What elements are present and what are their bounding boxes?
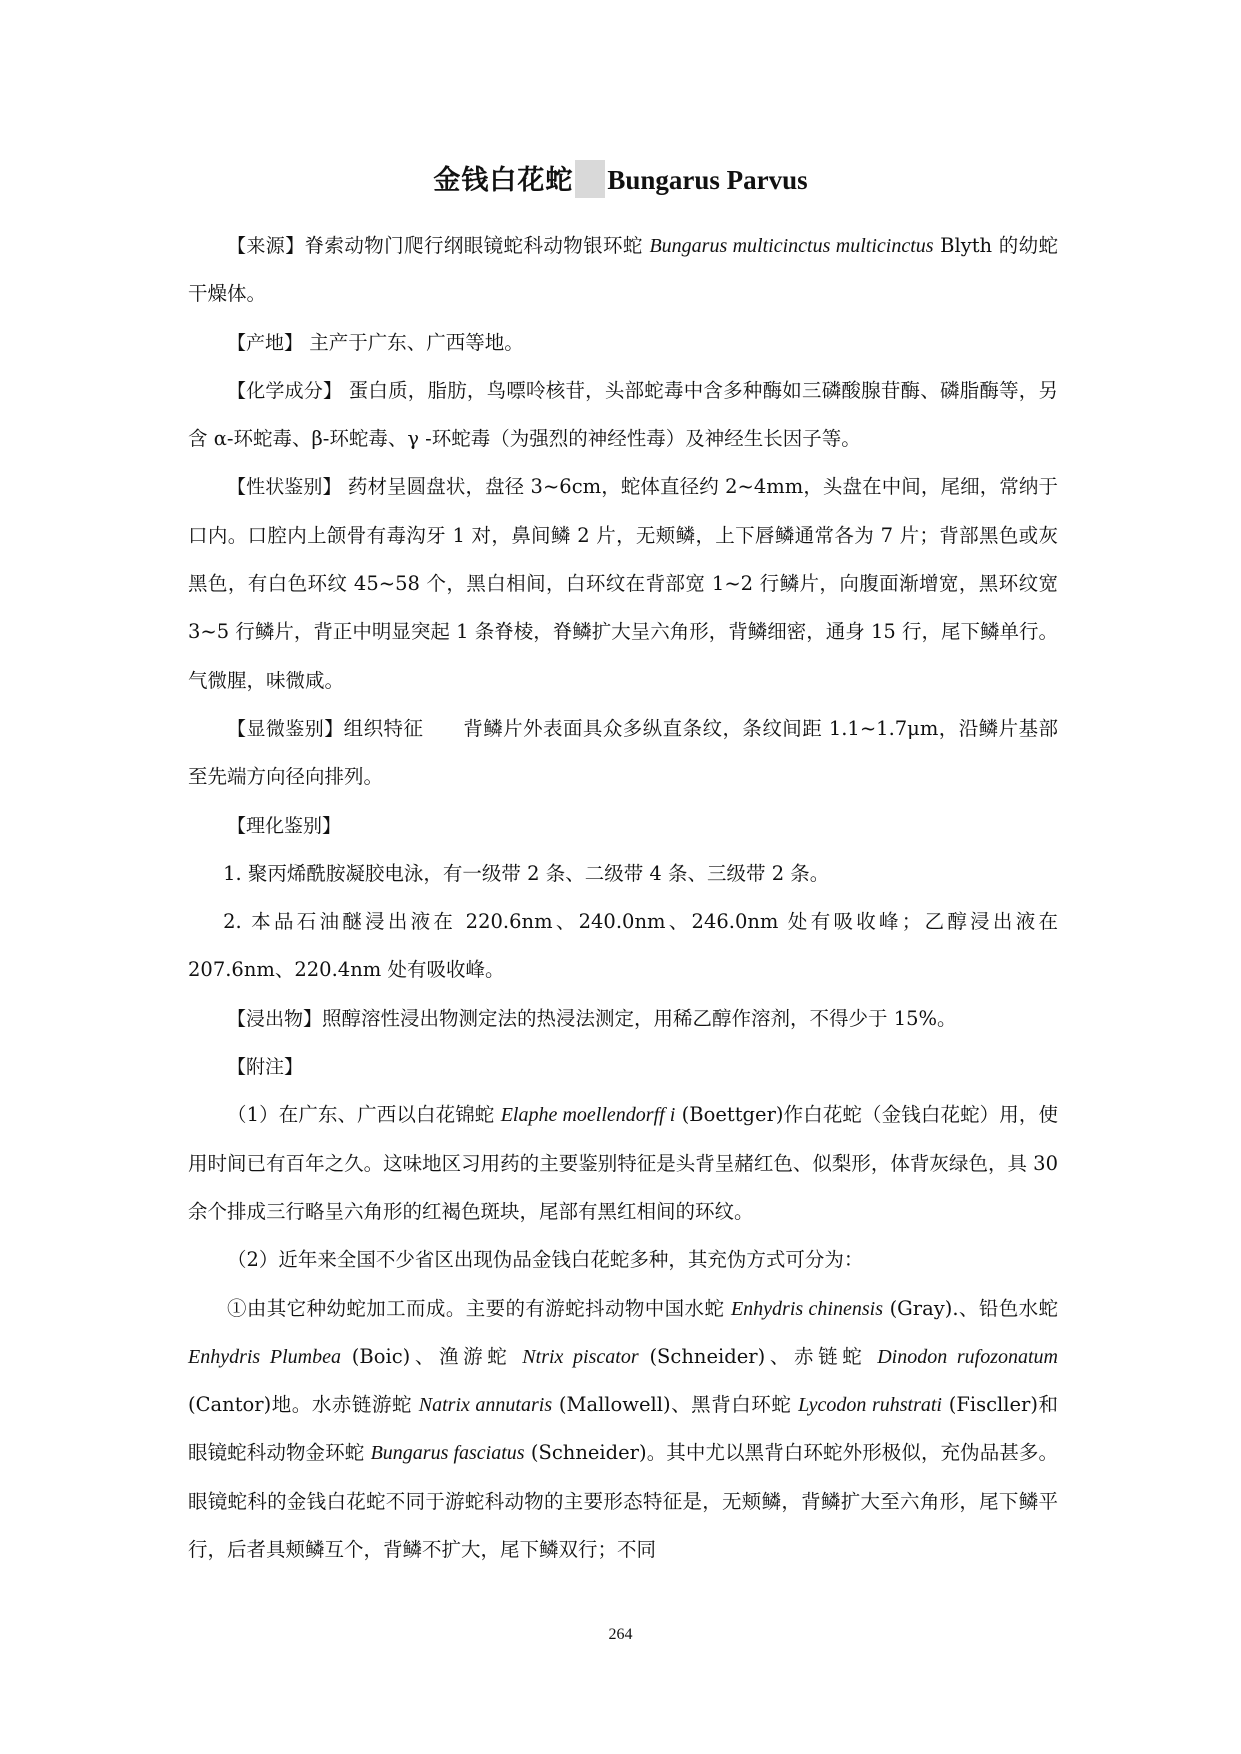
latin-name: Lycodon ruhstrati bbox=[798, 1394, 942, 1417]
title-latin: Bungarus Parvus bbox=[607, 165, 808, 195]
paragraph-source: 【来源】脊索动物门爬行纲眼镜蛇科动物银环蛇 Bungarus multicinctus multicinctus Blyth 的幼蛇干燥体。 bbox=[188, 234, 1059, 306]
list-item-physchem-2: 2. 本品石油醚浸出液在 220.6nm、240.0nm、246.0nm 处有吸收峰；乙醇浸出液在 207.6nm、220.4nm 处有吸收峰。 bbox=[188, 910, 1058, 982]
paragraph-notes-head bbox=[188, 1043, 1058, 1091]
paragraph-traits: 【性状鉴别】 药材呈圆盘状，盘径 3~6cm，蛇体直径约 2~4mm，头盘在中间，尾细，常纳于口内。口腔内上颌骨有毒沟牙 1 对，鼻间鳞 2 片，无颊鳞，上下唇鳞通常各为 7 片；背部黑色或灰黑色，有白色环纹 45~58 个，黑白相间，白环纹在背部宽 1~2 行鳞片，向腹面渐增宽，黑环纹宽 3~5 行鳞片，背正中明显突起 1 条脊棱，脊鳞扩大呈六角形，背鳞细密，通身 15 行，尾下鳞单行。气微腥，味微咸。 bbox=[188, 475, 1058, 692]
paragraph-note-1: （1）在广东、广西以白花锦蛇 Elaphe moellendorff i (Boettger)作白花蛇（金钱白花蛇）用，使用时间已有百年之久。这味地区习用药的主要鉴别特征是头背呈赭红色、似梨形，体背灰绿色，具 30 余个排成三行略呈六角形的红褐色斑块，尾部有黑红相间的环纹。 bbox=[188, 1103, 1059, 1223]
latin-name: Enhydris chinensis bbox=[730, 1297, 883, 1320]
paragraph-microscopy: 【显微鉴别】组织特征 背鳞片外表面具众多纵直条纹，条纹间距 1.1~1.7μm，沿鳞片基部至先端方向径向排列。 bbox=[188, 716, 1058, 789]
title-chinese: 金钱白花蛇 bbox=[433, 165, 574, 196]
paragraph-origin: 【产地】 主产于广东、广西等地。 bbox=[227, 330, 524, 354]
paragraph-extract: 【浸出物】照醇溶性浸出物测定法的热浸法测定，用稀乙醇作溶剂，不得少于 15%。 bbox=[227, 1006, 957, 1030]
latin-name: Enhydris Plumbea bbox=[188, 1345, 341, 1368]
section-head-origin: 【产地】 bbox=[227, 331, 304, 354]
section-head-source: 【来源】 bbox=[227, 235, 305, 257]
list-item-physchem-1: 1. 聚丙烯酰胺凝胶电泳，有一级带 2 条、二级带 4 条、三级带 2 条。 bbox=[223, 861, 830, 885]
page-title bbox=[0, 160, 1241, 201]
latin-name: Bungarus fasciatus bbox=[370, 1442, 525, 1465]
paragraph-note-2: （2）近年来全国不少省区出现伪品金钱白花蛇多种，其充伪方式可分为： bbox=[227, 1248, 864, 1272]
section-head-extract: 【浸出物】 bbox=[227, 1007, 323, 1030]
paragraph-chemistry: 【化学成分】 蛋白质，脂肪，鸟嘌呤核苷，头部蛇毒中含多种酶如三磷酸腺苷酶、磷脂酶等，另含 α-环蛇毒、β-环蛇毒、γ -环蛇毒（为强烈的神经性毒）及神经生长因子等。 bbox=[188, 378, 1058, 451]
latin-name: Ntrix piscator bbox=[522, 1345, 639, 1368]
latin-name: Elaphe moellendorff i bbox=[500, 1104, 676, 1127]
document-body bbox=[188, 222, 1058, 1574]
latin-name: Bungarus multicinctus multicinctus bbox=[649, 235, 934, 257]
title-gap-highlight bbox=[575, 160, 605, 198]
section-head-traits: 【性状鉴别】 bbox=[227, 476, 342, 499]
section-head-chemistry: 【化学成分】 bbox=[227, 379, 343, 402]
page-number: 264 bbox=[608, 1626, 633, 1643]
latin-name: Dinodon rufozonatum bbox=[877, 1345, 1058, 1368]
section-head-physchem: 【理化鉴别】 bbox=[227, 814, 342, 837]
paragraph-physchem-head bbox=[188, 802, 1058, 850]
paragraph-note-3: ①由其它种幼蛇加工而成。主要的有游蛇抖动物中国水蛇 Enhydris chinensis (Gray).、铅色水蛇 Enhydris Plumbea (Boic)、渔游蛇 Ntrix piscator (Schneider)、赤链蛇 Dinodon rufozonatum (Cantor)地。水赤链游蛇 Natrix annutaris (Mallowell)、黑背白环蛇 Lycodon ruhstrati (Fiscller)和眼镜蛇科动物金环蛇 Bungarus fasciatus (Schneider)。其中尤以黑背白环蛇外形极似，充伪品甚多。眼镜蛇科的金钱白花蛇不同于游蛇科动物的主要形态特征是，无颊鳞，背鳞扩大至六角形，尾下鳞平行，后者具颊鳞互个，背鳞不扩大，尾下鳞双行；不同 bbox=[188, 1296, 1058, 1562]
section-head-notes: 【附注】 bbox=[227, 1056, 304, 1079]
latin-name: Natrix annutaris bbox=[418, 1394, 553, 1417]
section-head-microscopy: 【显微鉴别】 bbox=[227, 717, 344, 740]
